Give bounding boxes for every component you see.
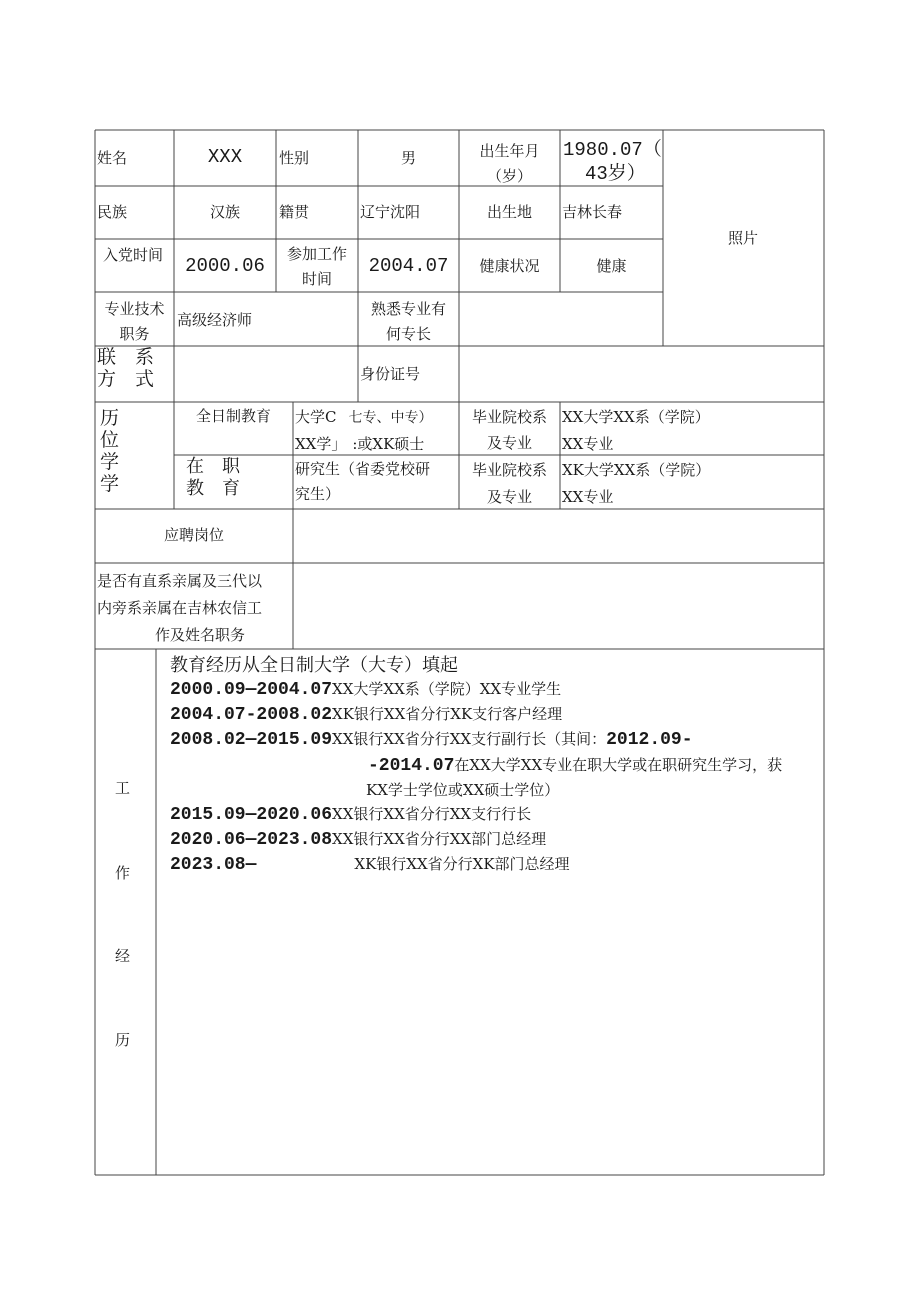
work-label-2: 作 xyxy=(115,864,131,882)
native-value: 辽宁沈阳 xyxy=(360,203,421,221)
title-value: 高级经济师 xyxy=(177,311,253,329)
name-label: 姓名 xyxy=(97,149,128,167)
photo-label: 照片 xyxy=(728,229,759,247)
birth-label: 出生年月 （岁） xyxy=(479,142,540,185)
work-label-4: 历 xyxy=(115,1031,131,1049)
ethnic-label: 民族 xyxy=(97,203,128,221)
work-entry-2: 2004.07-2008.02XK银行XX省分行XK支行客户经理 xyxy=(170,705,563,725)
apply-label: 应聘岗位 xyxy=(163,526,224,544)
parttime-school: XK大学XX系（学院） XX专业 xyxy=(562,461,711,506)
work-start-value: 2004.07 xyxy=(368,255,449,277)
parttime-degree: 研究生（省委党校研 究生） xyxy=(295,460,431,503)
ethnic-value: 汉族 xyxy=(209,203,240,221)
work-entry-3b: -2014.07在XX大学XX专业在职大学或在职研究生学习，获 xyxy=(368,756,783,776)
parttime-school-label: 毕业院校系 及专业 xyxy=(471,461,547,506)
work-heading: 教育经历从全日制大学（大专）填起 xyxy=(170,655,458,676)
relatives-label: 是否有直系亲属及三代以 内旁系亲属在吉林农信工 作及姓名职务 xyxy=(97,572,263,644)
work-entry-5: 2020.06—2023.08XX银行XX省分行XX部门总经理 xyxy=(170,830,547,850)
skill-label: 熟悉专业有 何专长 xyxy=(370,300,446,343)
name-value: XXX xyxy=(207,146,243,168)
party-label: 入党时间 xyxy=(103,246,164,264)
work-entry-1: 2000.09—2004.07XX大学XX系（学院）XX专业学生 xyxy=(170,680,562,700)
birthplace-value: 吉林长春 xyxy=(562,203,623,221)
work-entry-3: 2008.02—2015.09XX银行XX省分行XX支行副行长（其间：2012.09- xyxy=(170,730,693,750)
contact-label: 联 系 方 式 xyxy=(97,346,155,390)
health-value: 健康 xyxy=(596,257,627,275)
work-entry-4: 2015.09—2020.06XX银行XX省分行XX支行行长 xyxy=(170,805,532,825)
gender-value: 男 xyxy=(400,149,416,167)
work-start-label: 参加工作 时间 xyxy=(286,245,347,288)
education-label: 历 位 学 学 xyxy=(100,407,120,495)
parttime-label: 在 职 教 育 xyxy=(186,456,240,499)
party-value: 2000.06 xyxy=(185,255,265,277)
work-label-3: 经 xyxy=(115,947,131,965)
fulltime-school-label: 毕业院校系 及专业 xyxy=(471,408,547,452)
title-label: 专业技术 职务 xyxy=(104,300,165,343)
gender-label: 性别 xyxy=(279,149,310,167)
work-entry-3c: KX学士学位或XX硕士学位） xyxy=(366,781,560,799)
fulltime-school: XX大学XX系（学院） XX专业 xyxy=(562,408,710,453)
fulltime-degree: 大学C 七专、中专） XX学」 :或XK硕士 xyxy=(295,408,433,453)
work-entry-6: 2023.08— XK银行XX省分行XK部门总经理 xyxy=(170,855,570,875)
birthplace-label: 出生地 xyxy=(486,203,532,221)
health-label: 健康状况 xyxy=(479,257,540,275)
id-label: 身份证号 xyxy=(360,365,421,383)
native-label: 籍贯 xyxy=(279,203,310,221)
work-label-1: 工 xyxy=(115,779,131,797)
birth-value: 1980.07（ 43岁） xyxy=(563,139,662,185)
fulltime-label: 全日制教育 xyxy=(195,407,271,425)
